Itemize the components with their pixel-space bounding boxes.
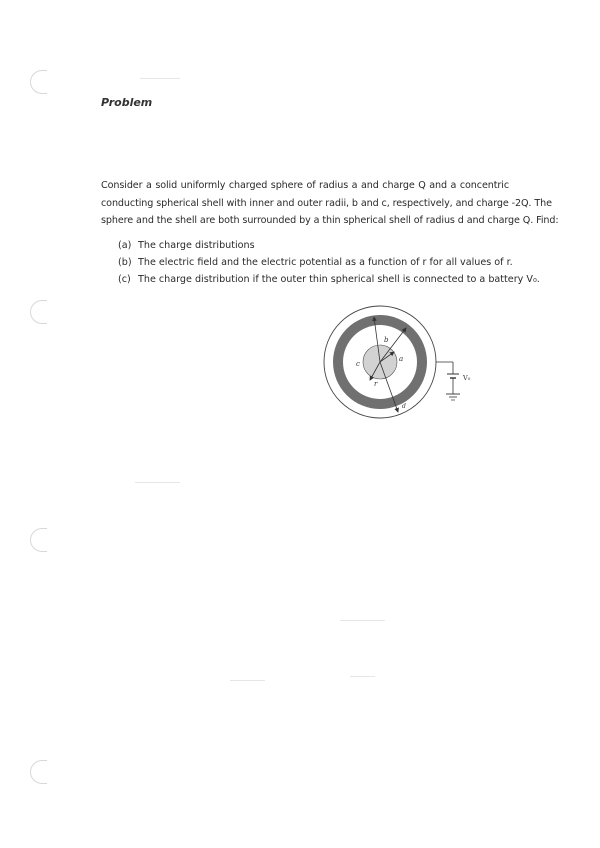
list-item <box>118 237 518 254</box>
item-text: The charge distributions <box>138 240 255 251</box>
item-tag: (b) <box>118 257 132 268</box>
punch-hole-mark <box>30 528 47 552</box>
problem-statement <box>101 177 559 230</box>
item-text: The charge distribution if the outer thin spherical shell is connected to a battery V₀. <box>138 274 540 285</box>
item-tag: (c) <box>118 274 131 285</box>
scan-artifact <box>350 676 375 677</box>
punch-hole-mark <box>30 760 47 784</box>
statement-line: sphere and the shell are both surrounded by a thin spherical shell of radius d and charge Q. Find: <box>101 215 559 226</box>
label-d: d <box>402 403 406 410</box>
concentric-spheres-diagram <box>318 308 478 448</box>
scan-artifact <box>135 482 180 483</box>
list-item <box>118 254 518 271</box>
statement-line: conducting spherical shell with inner and outer radii, b and c, respectively, and charge -2Q. The <box>101 197 552 209</box>
label-a: a <box>399 355 404 363</box>
question-list <box>118 237 540 288</box>
scan-artifact <box>140 78 180 79</box>
scan-artifact <box>340 620 385 621</box>
label-b: b <box>384 336 389 344</box>
scan-artifact <box>230 680 265 681</box>
statement-line: Consider a solid uniformly charged sphere of radius a and charge Q and a concentric <box>101 180 509 191</box>
battery-label: V₀ <box>463 374 471 382</box>
problem-heading: Problem <box>101 96 153 109</box>
label-r: r <box>374 380 378 388</box>
item-tag: (a) <box>118 240 132 251</box>
punch-hole-mark <box>30 300 47 324</box>
item-text: The electric field and the electric potential as a function of r for all values of r. <box>138 257 513 268</box>
punch-hole-mark <box>30 70 47 94</box>
label-c: c <box>356 360 360 368</box>
list-item <box>118 271 540 288</box>
